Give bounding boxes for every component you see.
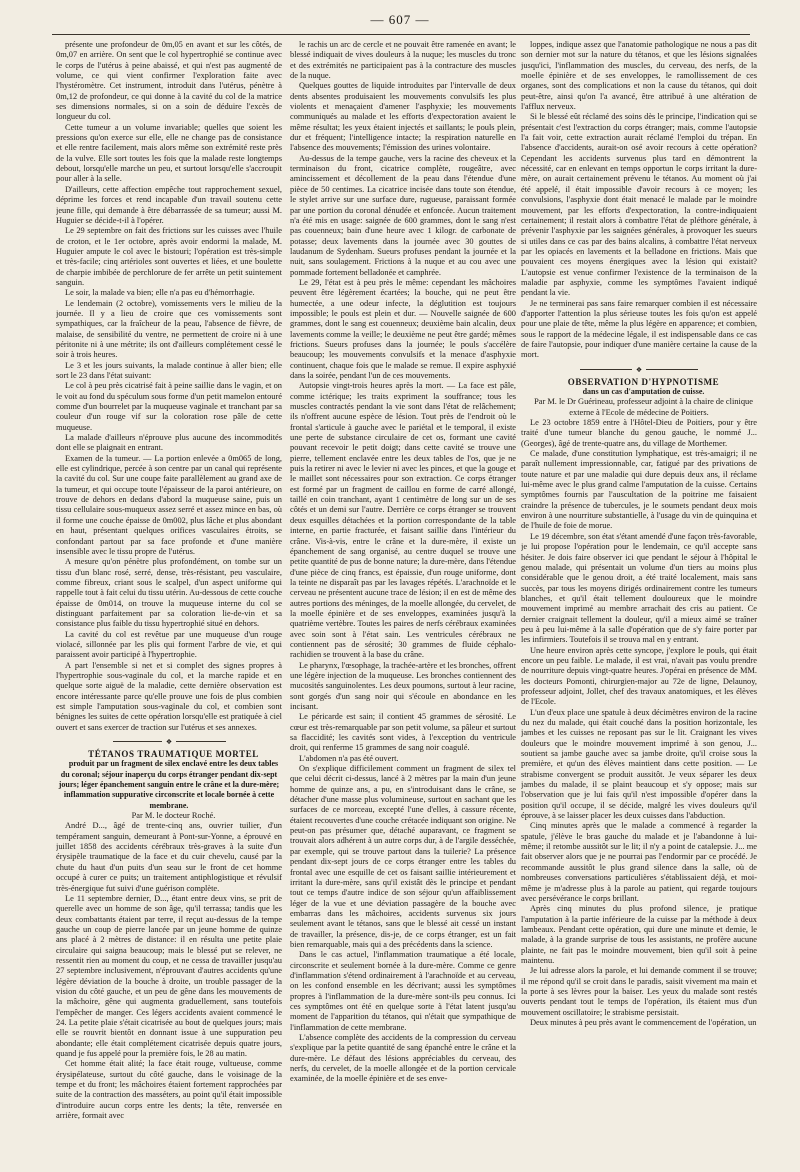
article-heading-tetanos: TÉTANOS TRAUMATIQUE MORTEL xyxy=(88,749,259,760)
paragraph: Au-dessus de la tempe gauche, vers la racine des cheveux et la terminaison du front, cicatrice complète, rougeâtre, avec amincissement et décollement de la peau dans l'étendue d'une pièce de 50 centimes. La cicatrice incisée dans toute son étendue, le stylet arrive sur une surface dure, rugueuse, paraissant formée par une portion du coronal dénudée et enfoncée. Aucun traitement n'a été mis en usage: saignée de 600 grammes, dont le sang n'est pas couenneux; bain d'une heure avec 1 kilogr. de carbonate de potasse; deux lavements dans la journée avec 30 gouttes de laudanum de Sydenham. Sueurs profuses pendant la journée et la nuit, sans soulagement. Frictions à la nuque et au cou avec une pommade fortement belladonée et camphrée. xyxy=(290,153,516,277)
paragraph: Dans le cas actuel, l'inflammation traumatique a été locale, circonscrite et seulement bornée à la dure-mère. Comme ce genre d'inflammation s'étend ordinairement à l'arachnoïde et au cerveau, on les confond ensemble en les décrivant; aussi les symptômes propres à l'inflammation de la dure-mère sont-ils peu connus. Ici ces symptômes ont été en quelque sorte à l'état latent jusqu'au moment de l'apparition du tétanos, qui n'était que sympathique de l'inflammation de cette membrane. xyxy=(290,950,516,1032)
article-byline-tetanos: Par M. le docteur Roché. xyxy=(131,811,216,821)
paragraph: Je lui adresse alors la parole, et lui demande comment il se trouve; il me répond qu'il se croit dans le paradis, saisit vivement ma main et la porte à ses lèvres pour la baiser. Les yeux du malade sont restés ouverts pendant tout le temps de l'opération, ils étaient mus d'un mouvement oscillatoire; le strabisme persistait. xyxy=(521,966,757,1017)
paragraph: Après cinq minutes du plus profond silence, je pratique l'amputation à la partie inférieure de la cuisse par la méthode à deux lambeaux. Pendant cette opération, qui dure une minute et demie, le malade, à la grande surprise de tous les assistants, ne profère aucune plainte, ne fait pas le moindre mouvement, bien qu'il soit à peine maintenu. xyxy=(521,904,757,965)
ornament-glyph: ❖ xyxy=(162,738,176,746)
paragraph: Le soir, la malade va bien; elle n'a pas eu d'hémorrhagie. xyxy=(65,288,255,298)
paragraph: Le col à peu près cicatrisé fait à peine saillie dans le vagin, et on le voit au fond du spéculum sous forme d'un petit mamelon entouré comme d'un bourrelet par la muqueuse vaginale et tranchant par sa couleur d'un rouge vif sur la coloration rose pâle de cette muqueuse. xyxy=(56,381,282,432)
paragraph: Le péricarde est sain; il contient 45 grammes de sérosité. Le cœur est très-remarquable par son petit volume, sa pâleur et surtout sa flaccidité; les cavités sont vides, à l'exception du ventricule droit, qui renferme 15 grammes de sang noir coagulé. xyxy=(290,712,516,753)
paragraph: L'absence complète des accidents de la compression du cerveau s'explique par la petite quantité de sang épanché entre le crâne et la dure-mère. Le défaut des lésions appréciables du cerveau, des nerfs, du cervelet, de la moelle allongée et de la portion cervicale examinée, de la moelle épinière et de ses enve- xyxy=(290,1033,516,1084)
paragraph: L'un d'eux place une spatule à deux décimètres environ de la racine du nez du malade, qui était couché dans la position horizontale, les jambes et les cuisses ne reposant pas sur le lit. Craignant les vives douleurs que le moindre mouvement imprimé à son genou, J... soutient sa jambe gauche avec sa jambe droite, qu'il croise sous la première, et qu'un des élèves maintient dans cette position. — Le strabisme convergent se produit aussitôt. Je veux séparer les deux jambes du malade, il se plaint beaucoup et s'y oppose; mais sur l'observation que je lui fais qu'il n'est impossible d'opérer dans la position qu'il occupe, il se décide, malgré les vives douleurs qu'il éprouve, à se laisser placer les deux cuisses dans l'abduction. xyxy=(521,707,757,821)
paragraph: Le 3 et les jours suivants, la malade continue à aller bien; elle sort le 23 dans l'état suivant: xyxy=(56,360,282,380)
section-ornament-2 xyxy=(521,365,757,373)
header-rule xyxy=(52,34,750,35)
page-number: — 607 — xyxy=(370,12,430,27)
paragraph: présente une profondeur de 0m,05 en avant et sur les côtés, de 0m,07 en arrière. On sent que le col hypertrophié se continue avec le corps de l'utérus à peine abaissé, et qui n'est pas augmenté de volume, ce qui vient confirmer l'exploration faite avec l'hystéromètre. Cet instrument, introduit dans l'utérus, pénètre à 0m,12 de profondeur, ce qui donne à la cavité du col de la matrice ses dimensions normales, si on a soin de déduire l'excès de longueur du col. xyxy=(56,40,282,122)
paragraph: A mesure qu'on pénètre plus profondément, on tombe sur un tissu d'un blanc rosé, serré, dense, très-résistant, peu vasculaire, comme fibreux, criant sous le scalpel, d'un aspect uniforme qui rappelle tout à fait celui du tissu utérin. Au-dessous de cette couche épaisse de 0m014, on trouve la muqueuse interne du col se distinguant parfaitement par sa coloration lie-de-vin et sa consistance plus faible du tissu hypertrophié situé en dehors. xyxy=(56,557,282,629)
paragraph: André D..., âgé de trente-cinq ans, ouvrier tuilier, d'un tempérament sanguin, demeurant à Pont-sur-Yonne, a éprouvé en juillet 1858 des accidents cérébraux très-graves à la suite d'un érysipèle traumatique de la face et du cuir chevelu, causé par la chute du haut d'un puits d'un seau sur le front de cet homme occupé à curer ce puits; un traitement antiphlogistique et révulsif très-énergique fut suivi d'une guérison complète. xyxy=(56,821,282,893)
paragraph: La malade d'ailleurs n'éprouve plus aucune des incommodités dont elle se plaignait en entrant. xyxy=(56,433,282,453)
paragraph: Si le blessé eût réclamé des soins dès le principe, l'indication qui se présentait c'est l'extraction du corps étranger; mais, comme l'autopsie l'a fait voir, cette extraction aurait réclamé l'emploi du trépan. En l'absence d'accidents, aurait-on osé avoir recours à cette opération? Cependant les accidents survenus plus tard en démontrent la nécessité, car en enlevant en temps opportun le corps irritant la dure-mère, on aurait certainement prévenu le tétanos. Au moment où j'ai été appelé, il était impossible d'avoir recours à ce moyen; les convulsions, l'asphyxie dont était menacé le malade par le moindre mouvement, par les efforts d'expectoration, la contre-indiquaient certainement; il restait alors à combattre l'état de pléthore générale, à prévenir l'asphyxie par les saignées générales, à provoquer les sueurs si utiles dans ce cas par des bains alcalins, à combattre l'état nerveux par les opiacés en lavements et la belladone en frictions. Mais que pouvaient ces moyens énergiques avec la lésion qui existait? L'autopsie est venue confirmer l'existence de la terminaison de la maladie par asphyxie, comme les symptômes l'avaient indiqué pendant la vie. xyxy=(521,112,757,298)
column-3-paras-a xyxy=(521,40,757,361)
paragraph: Le pharynx, l'œsophage, la trachée-artère et les bronches, offrent une légère injection de la muqueuse. Les bronches contiennent des mucosités sanguinolentes. Les deux poumons, surtout à leur racine, sont gorgés d'un sang noir qui s'écoule en abondance en les incisant. xyxy=(290,660,516,711)
column-1-paras-a xyxy=(56,40,282,733)
paragraph: Le 23 octobre 1859 entre à l'Hôtel-Dieu de Poitiers, pour y être traité d'une tumeur blanche du genou gauche, le nommé J... (Georges), âgé de trente-quatre ans, du village de Morthemer. xyxy=(521,418,757,448)
paragraph: Cet homme était alité; la face était rouge, vultueuse, comme érysipélateuse, surtout du côté gauche, dans le voisinage de la tempe et du front; les mâchoires étaient fortement rapprochées par suite de la contraction des masséters, au point qu'il était impossible d'introduire aucun corps entre les dents; la tête, renversée en arrière, formait avec xyxy=(56,1059,282,1121)
paragraph: Le 29 septembre on fait des frictions sur les cuisses avec l'huile de croton, et le 1er octobre, après avoir endormi la malade, M. Huguier ampute le col avec le bistouri; l'opération est très-simple et très-facile; cinq artérioles sont ouvertes et liées, et une boulette de charpie imbibée de perchlorure de fer arrête un petit suintement sanguin. xyxy=(56,226,282,287)
column-1-paras-b xyxy=(56,821,282,1121)
paragraph: Cinq minutes après que le malade a commencé à regarder la spatule, j'élève le bras gauche du malade et je l'abandonne à lui-même; il retombe aussitôt sur le lit; il n'y a point de catalepsie. J... me fait observer alors que je ne pourrai pas l'endormir par ce procédé. Je recommande aussitôt le plus grand silence dans la salle, où de nombreuses conversations particulières s'établissaient déjà, et moi-même je m'adresse plus à la parole au patient, qui regarde toujours avec persévérance le corps brillant. xyxy=(521,821,757,903)
column-3-paras-b xyxy=(521,418,757,1028)
paragraph: Ce malade, d'une constitution lymphatique, est très-amaigri; il ne paraît nullement impressionnable, car, fatigué par des privations de toute nature et par une maladie qui dure depuis deux ans, il réclame lui-même avec le plus grand calme l'amputation de la cuisse. Certains symptômes fournis par l'auscultation de la poitrine me faisaient craindre la présence de tubercules, je le soumets pendant deux mois environ à une nourriture substantielle, à l'usage du vin de quinquina et de l'huile de foie de morue. xyxy=(521,449,757,531)
article-heading-hypnotisme: OBSERVATION D'HYPNOTISME xyxy=(567,376,720,387)
paragraph: Je ne terminerai pas sans faire remarquer combien il est nécessaire d'apporter l'attention la plus sérieuse toutes les fois qu'on est appelé pour une plaie de tête, même la plus légère en apparence; et combien, sous le rapport de la médecine légale, il est indispensable dans ce cas de faire l'autopsie, pour indiquer d'une manière certaine la cause de la mort. xyxy=(521,298,757,360)
paragraph: D'ailleurs, cette affection empêche tout rapprochement sexuel, déprime les forces et rend incapable d'un travail soutenu cette jeune fille, qui demande à être débarrassée de sa tumeur; aussi M. Huguier se décide-t-il à l'opérer. xyxy=(56,184,282,225)
column-2-paras xyxy=(290,40,516,1085)
paragraph: Examen de la tumeur. — La portion enlevée a 0m065 de long, elle est cylindrique, percée à son centre par un canal qui représente la cavité du col. Sur une coupe faite parallèlement au grand axe de la tumeur, et qui occupe toute l'épaisseur de la paroi antérieure, on trouve de dehors en dedans d'abord la muqueuse saine, puis un tissu cellulaire sous-muqueux assez serré et assez mince en bas, où il forme une couche épaisse de 0m002, plus lâche et plus abondant en haut, présentant quelques orifices vasculaires étroits, se confondant partout par sa face profonde et d'une manière insensible avec le tissu propre de l'utérus. xyxy=(56,453,282,556)
article-subheading-hypnotisme: dans un cas d'amputation de cuisse. xyxy=(582,387,705,396)
paragraph: L'abdomen n'a pas été ouvert. xyxy=(299,753,399,763)
paragraph: Le 19 décembre, son état s'étant amendé d'une façon très-favorable, je lui propose l'opération pour le lendemain, ce qu'il accepte sans hésiter. Je dois faire observer ici que pendant le séjour à l'hôpital le genou malade, qui présentait un volume d'un tiers au moins plus considérable que le genou droit, a été traité localement, mais sans succès, par tous les moyens dirigés ordinairement contre les tumeurs blanches, et qu'il était tellement douloureux que le moindre mouvement imprimé au membre arrachait des cris au patient. Ce dernier craignait tellement la douleur, qu'il a mieux aimé se traîner peu à peu lui-même à la salle d'opération que de s'y faire porter par les infirmiers. Toutefois il se trouva mal en y entrant. xyxy=(521,531,757,645)
paragraph: Autopsie vingt-trois heures après la mort. — La face est pâle, comme ictérique; les traits expriment la souffrance; tous les muscles contractés pendant la vie sont dans l'état de relâchement; ils n'offrent aucune espèce de lésion. Tout près de l'endroit où le frontal s'articule à gauche avec le pariétal et le temporal, il existe une perte de substance circulaire de cet os, formant une cavité pouvant recevoir le petit doigt; dans cette cavité se trouve une pierre, tellement enclavée entre les deux tables de l'os, que je ne puis la retirer ni avec le levier ni avec les pinces, et que la gouge et le maillet sont nécessaires pour son extraction. Ce corps étranger est formé par un fragment de caillou en forme de carré allongé, taillé en coin tranchant, ayant 1 centimètre de long sur un de ses côtés et un demi sur l'autre. Derrière ce corps étranger se trouvent deux esquilles détachées et la portion correspondante de la table interne, en partie fracturée, et faisant saillie dans l'intérieur du crâne. Vis-à-vis, entre le crâne et la dure-mère, il existe un épanchement de sang organisé, au centre duquel se trouve une petite quantité de pus de bonne nature; la dure-mère, dans l'étendue d'une pièce de cinq francs, est épaissie, d'un rouge uniforme, dont la teinte ne disparaît pas par les lavages répétés. L'arachnoïde et le cerveau ne présentent aucune trace de lésion; il en est de même des autres portions des méninges, de la moelle allongée, du cervelet, de la moelle épinière et de ses enveloppes, examinées jusqu'à la quatrième vertèbre. Toutes les paires de nerfs cérébraux examinées avec soin sont à l'état sain. Les ventricules cérébraux ne contiennent pas de sérosité; 30 grammes de fluide céphalo-rachidien se trouvent à la base du crâne. xyxy=(290,381,516,660)
column-3 xyxy=(521,40,757,1164)
paragraph: Le lendemain (2 octobre), vomissements vers le milieu de la journée. Il y a lieu de croire que ces vomissements sont sympathiques, car la fraîcheur de la peau, l'absence de fièvre, de malaise, de sensibilité du ventre, ne permettent de croire ni à une péritonite ni à une métrite; ils ont d'ailleurs complétement cessé le soir à trois heures. xyxy=(56,298,282,360)
paragraph: loppes, indique assez que l'anatomie pathologique ne nous a pas dit son dernier mot sur la nature du tétanos, et que les lésions signalées jusqu'ici, l'inflammation des muscles, du cerveau, des nerfs, de la moelle épinière et de ses enveloppes, le ramollissement de ces organes, sont des complications et non la cause du tétanos, qui doit peut-être, ainsi qu'on l'a avancé, être attribué à une altération de l'afflux nerveux. xyxy=(521,40,757,112)
paragraph: le rachis un arc de cercle et ne pouvait être ramenée en avant; le blessé indiquait de vives douleurs à la nuque; les muscles du tronc et des extrémités ne participaient pas à la contracture des muscles de la nuque. xyxy=(290,40,516,81)
column-1 xyxy=(56,40,282,1164)
paragraph: On s'explique difficilement comment un fragment de silex tel que celui décrit ci-dessus, lancé à 2 mètres par la main d'un jeune homme de quinze ans, a pu, en s'introduisant dans le crâne, se détacher d'une masse plus volumineuse, surtout en sachant que les surfaces de ce morceau, excepté l'une d'elles, à cassure récente, étaient recouvertes d'une couche crétacée indiquant son origine. Ne peut-on pas présumer que, détaché auparavant, ce fragment se trouvait alors adhérent à un autre corps dur, à de l'argile desséchée, par exemple, qui se trouve partout dans la tuilerie? La présence pendant dix-sept jours de ce corps étranger entre les tables du frontal avec une esquille de cet os faisant saillie intérieurement et irritant la dure-mère, sans qu'il existât dès le principe et pendant tout ce temps d'autre indice de son séjour qu'un affaiblissement léger de la vue et une déviation passagère de la bouche avec embarras dans les mâchoires, accidents survenus six jours seulement avant le tétanos, sans que le blessé ait cessé un instant de travailler, la présence, dis-je, de ce corps étranger, est un fait bien remarquable, mais qui a des précédents dans la science. xyxy=(290,764,516,949)
ornament-glyph-2: ❖ xyxy=(632,366,646,374)
paragraph: La cavité du col est revêtue par une muqueuse d'un rouge violacé, sillonnée par les plis qui forment l'arbre de vie, et qui paraissent avoir participé à l'hypertrophie. xyxy=(56,629,282,660)
paragraph: Le 29, l'état est à peu près le même: cependant les mâchoires peuvent être légèrement écartées; la bouche, qui ne peut être humectée, a une odeur infecte, la déglutition est toujours impossible; le pouls est plein et dur. — Nouvelle saignée de 600 grammes, dont le sang est couenneux; deuxième bain alcalin, deux lavements comme la veille; le deuxième ne peut être gardé; mêmes frictions. Sueurs profuses dans la journée; le pouls s'accélère beaucoup; les mouvements convulsifs et la menace d'asphyxie continuent, chaque fois que le malade se remue. Il expire asphyxié dans la soirée, pendant l'un de ces mouvements. xyxy=(290,277,516,380)
paragraph: Deux minutes à peu près avant le commencement de l'opération, un xyxy=(530,1017,757,1027)
column-2 xyxy=(290,40,516,1164)
paragraph: Quelques gouttes de liquide introduites par l'intervalle de deux dents absentes produisaient les mouvements convulsifs les plus violents et menaçaient d'amener l'asphyxie; les mouvements communiqués au malade et les efforts d'expectoration avaient le même résultat; les yeux étaient injectés et saillants; le pouls plein, dur et fréquent; l'intelligence intacte; la respiration naturelle en l'absence des mouvements; l'émission des urines volontaire. xyxy=(290,81,516,153)
paragraph: Le 11 septembre dernier, D..., étant entre deux vins, se prit de querelle avec un homme de son âge, qu'il terrassa; tandis que les deux combattants étaient par terre, il reçut au-dessus de la tempe gauche un coup de pierre lancée par un jeune homme de quinze ans placé à 2 mètres de distance: il en résulta une petite plaie circulaire qui saigna beaucoup; mais le blessé put se relever, ne ressentit rien au moment du coup, et ne cessa de travailler jusqu'au 27 septembre inclusivement, n'éprouvant d'autres accidents qu'une légère déviation de la bouche à droite, un trouble passager de la vision du côté gauche, et un peu de gêne dans les mouvements de la mâchoire, gêne qui augmenta graduellement, sans toutefois l'empêcher de manger. Ces légers accidents avaient commencé le 24. La petite plaie s'était cicatrisée au bout de quelques jours; mais elle se rouvrit bientôt en donnant issue à une suppuration peu abondante; elle était complétement cicatrisée depuis quatre jours, quand je fus appelé pour la première fois, le 28 au matin. xyxy=(56,893,282,1058)
paragraph: Cette tumeur a un volume invariable; quelles que soient les pressions qu'on exerce sur elle, elle ne change pas de consistance et elle rentre facilement, mais alors même son extrémité reste près de la vulve. Elle sort toutes les fois que la malade reste longtemps debout, lorsqu'elle marche un peu, et surtout lorsqu'elle s'accroupit pour aller à la selle. xyxy=(56,122,282,184)
article-byline-hypnotisme: Par M. le Dr Guérineau, professeur adjoint à la chaire de clinique externe à l'Ecole de médecine de Poitiers. xyxy=(534,397,753,417)
section-ornament xyxy=(56,737,282,745)
article-subheading-tetanos: produit par un fragment de silex enclavé entre les deux tables du coronal; séjour inaperçu du corps étranger pendant dix-sept jours; léger épanchement sanguin entre le crâne et la dure-mère; inflammation suppurative circonscrite et locale bornée à cette membrane. xyxy=(58,759,280,810)
paragraph: Une heure environ après cette syncope, j'explore le pouls, qui était encore un peu faible. Le malade, il est vrai, n'avait pas voulu prendre de nourriture depuis vingt-quatre heures. J'opérai en présence de MM. les docteurs Pomonti, chirurgien-major au 72e de ligne, Delaunoy, professeur adjoint, Jollet, chef des travaux anatomiques, et les élèves de l'Ecole. xyxy=(521,645,757,707)
paragraph: A part l'ensemble si net et si complet des signes propres à l'hypertrophie sous-vaginale du col, et la marche rapide et en quelque sorte aiguë de la maladie, cette dernière observation est encore intéressante parce qu'elle prouve une fois de plus combien est simple l'amputation sous-vaginale du col, et combien sont bénignes les suites de cette opération lorsqu'elle est pratiquée à ciel ouvert et sans exercer de traction sur l'utérus et ses annexes. xyxy=(56,660,282,732)
